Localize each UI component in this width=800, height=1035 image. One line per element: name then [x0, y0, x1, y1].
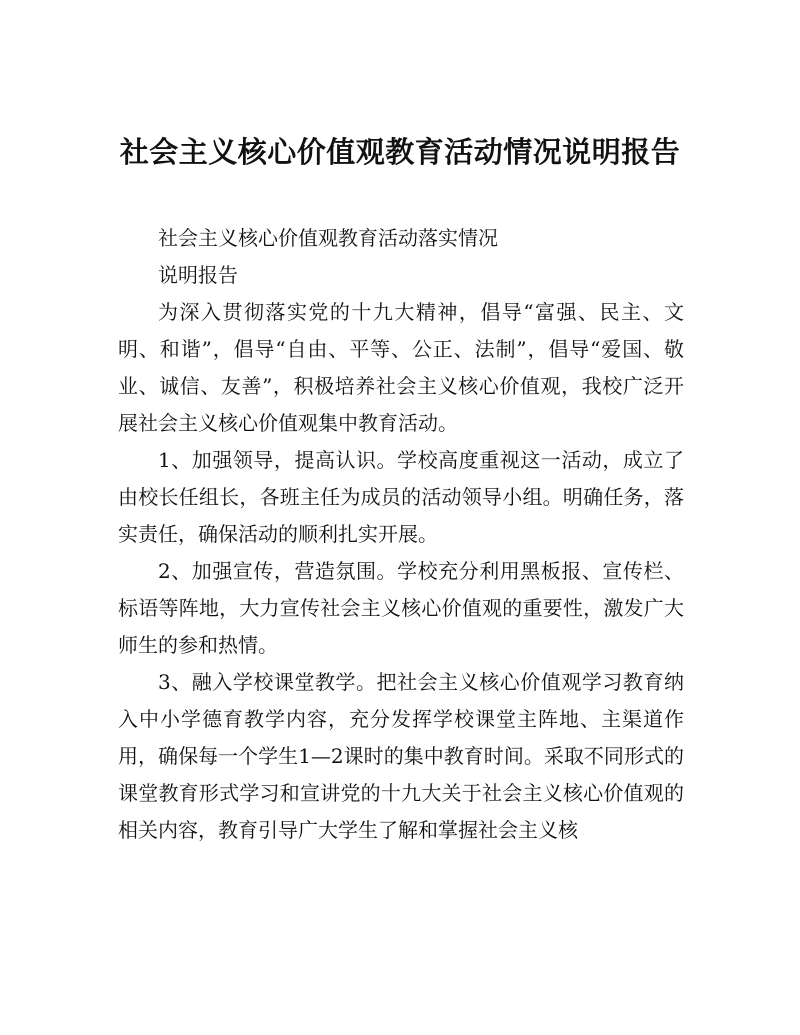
intro-paragraph: 为深入贯彻落实党的十九大精神，倡导“富强、民主、文明、和谐”，倡导“自由、平等、公正、法制”，倡导“爱国、敬业、诚信、友善”，积极培养社会主义核心价值观，我校广泛开展社会主义核心价值观集中教育活动。 [118, 300, 684, 435]
document-title: 社会主义核心价值观教育活动情况说明报告 [119, 135, 681, 169]
document-body [118, 220, 684, 849]
section-2-paragraph: 2、加强宣传，营造氛围。学校充分利用黑板报、宣传栏、标语等阵地，大力宣传社会主义核心价值观的重要性，激发广大师生的参和热情。 [118, 559, 684, 657]
subtitle-line-2: 说明报告 [158, 263, 238, 287]
section-1-paragraph: 1、加强领导，提高认识。学校高度重视这一活动，成立了由校长任组长，各班主任为成员的活动领导小组。明确任务，落实责任，确保活动的顺利扎实开展。 [118, 448, 684, 546]
section-3-paragraph: 3、融入学校课堂教学。把社会主义核心价值观学习教育纳入中小学德育教学内容，充分发挥学校课堂主阵地、主渠道作用，确保每一个学生1—2课时的集中教育时间。采取不同形式的课堂教育形式学习和宣讲党的十九大关于社会主义核心价值观的相关内容，教育引导广大学生了解和掌握社会主义核 [118, 670, 684, 842]
subtitle-line-1: 社会主义核心价值观教育活动落实情况 [158, 226, 498, 250]
